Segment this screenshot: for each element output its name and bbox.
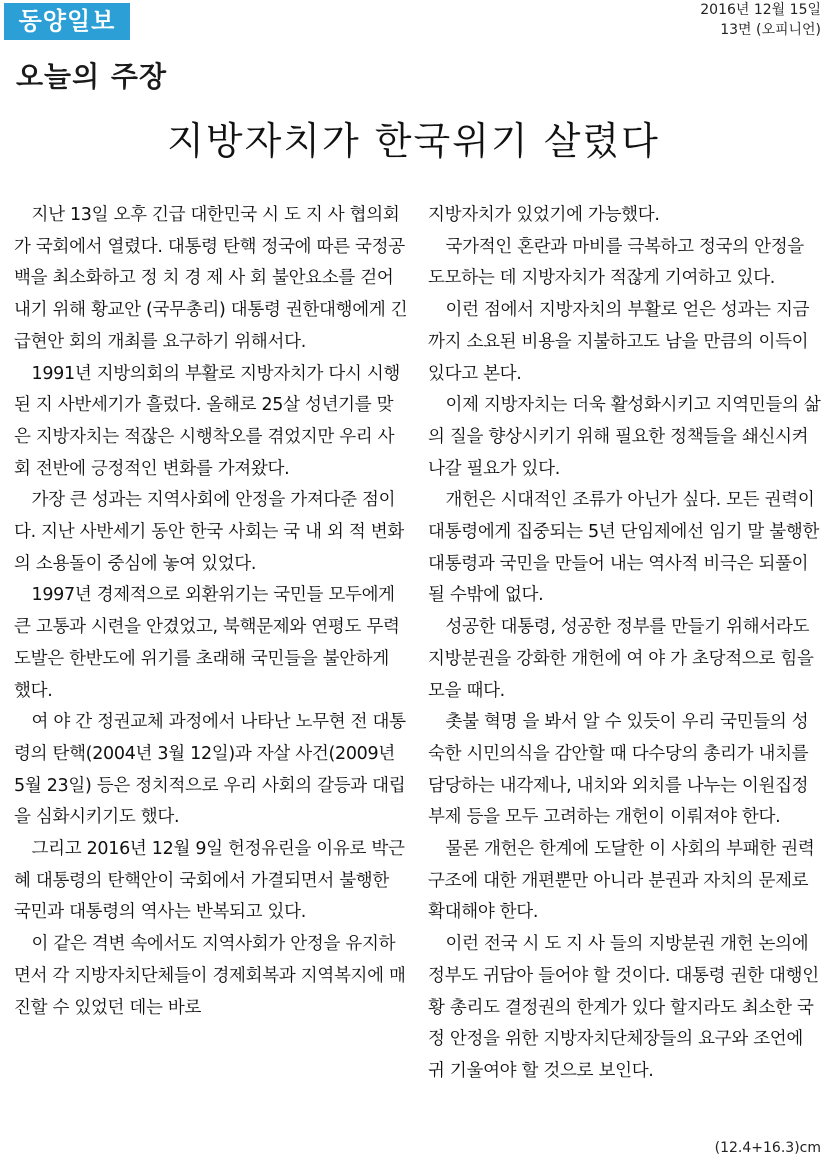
article-column-right [428,200,823,1088]
article-headline: 지방자치가 한국위기 살렸다 [167,119,660,163]
paragraph-continuation: 지방자치가 있었기에 가능했다. [428,205,660,225]
article-column-left [14,200,409,1024]
paragraph: 그리고 2016년 12월 9일 헌정유린을 이유로 박근혜 대통령의 탄핵안이 국회에서 가결되면서 불행한 국민과 대통령의 역사는 반복되고 있다. [14,839,405,923]
paragraph: 물론 개헌은 한계에 도달한 이 사회의 부패한 권력구조에 대한 개편뿐만 아니라 분권과 자치의 문제로 확대해야 한다. [428,839,815,923]
newspaper-logo: 동양일보 [4,3,130,40]
paragraph: 성공한 대통령, 성공한 정부를 만들기 위해서라도 지방분권을 강화한 개헌에 여 야 가 초당적으로 힘을 모을 때다. [428,617,814,701]
paragraph: 1991년 지방의회의 부활로 지방자치가 다시 시행된 지 사반세기가 흘렀다. 올해로 25살 성년기를 맞은 지방자치는 적잖은 시행착오를 겪었지만 우리 사회 전반에 긍정적인 변화를 가져왔다. [14,363,401,479]
paragraph: 가장 큰 성과는 지역사회에 안정을 가져다준 점이다. 지난 사반세기 동안 한국 사회는 국 내 외 적 변화의 소용돌이 중심에 놓여 있었다. [14,490,404,574]
paragraph: 여 야 간 정권교체 과정에서 나타난 노무현 전 대통령의 탄핵(2004년 3월 12일)과 자살 사건(2009년 5월 23일) 등은 정치적으로 우리 사회의 갈등과 대립을 심화시키기도 했다. [14,712,406,828]
article-size-note: (12.4+16.3)cm [714,1140,821,1156]
paragraph: 이 같은 격변 속에서도 지역사회가 안정을 유지하면서 각 지방자치단체들이 경제회복과 지역복지에 매진할 수 있었던 데는 바로 [14,934,406,1018]
issue-meta [700,0,821,40]
paragraph: 이런 전국 시 도 지 사 들의 지방분권 개헌 논의에 정부도 귀담아 들어야 할 것이다. 대통령 권한 대행인 황 총리도 결정권의 한계가 있다 할지라도 최소한 국정 안정을 위한 지방자치단체장들의 요구와 조언에 귀 기울여야 할 것으로 보인다. [428,934,819,1081]
issue-page: 13면 (오피니언) [720,22,821,38]
paragraph: 개헌은 시대적인 조류가 아닌가 싶다. 모든 권력이 대통령에게 집중되는 5년 단임제에선 임기 말 불행한 대통령과 국민을 만들어 내는 역사적 비극은 되풀이 될 수밖에 없다. [428,490,820,606]
paragraph: 촛불 혁명 을 봐서 알 수 있듯이 우리 국민들의 성숙한 시민의식을 감안할 때 다수당의 총리가 내치를 담당하는 내각제나, 내치와 외치를 나누는 이원집정부제 등을 모두 고려하는 개헌이 이뤄져야 한다. [428,712,809,828]
paragraph: 1997년 경제적으로 외환위기는 국민들 모두에게 큰 고통과 시련을 안겼었고, 북핵문제와 연평도 무력도발은 한반도에 위기를 초래해 국민들을 불안하게 했다. [14,585,400,701]
paragraph: 지난 13일 오후 긴급 대한민국 시 도 지 사 협의회가 국회에서 열렸다. 대통령 탄핵 정국에 따른 국정공백을 최소화하고 정 치 경 제 사 회 불안요소를 걷어내기 위해 황교안 (국무총리) 대통령 권한대행에게 긴급현안 회의 개최를 요구하기 위해서다. [14,205,408,352]
paragraph: 이런 점에서 지방자치의 부활로 얻은 성과는 지금까지 소요된 비용을 지불하고도 남을 만큼의 이득이 있다고 본다. [428,300,810,384]
paragraph: 국가적인 혼란과 마비를 극복하고 정국의 안정을 도모하는 데 지방자치가 적잖게 기여하고 있다. [428,236,804,289]
paragraph: 이제 지방자치는 더욱 활성화시키고 지역민들의 삶의 질을 향상시키기 위해 필요한 정책들을 쇄신시켜 나갈 필요가 있다. [428,395,821,479]
issue-date: 2016년 12월 15일 [700,2,821,18]
section-title: 오늘의 주장 [16,60,167,93]
